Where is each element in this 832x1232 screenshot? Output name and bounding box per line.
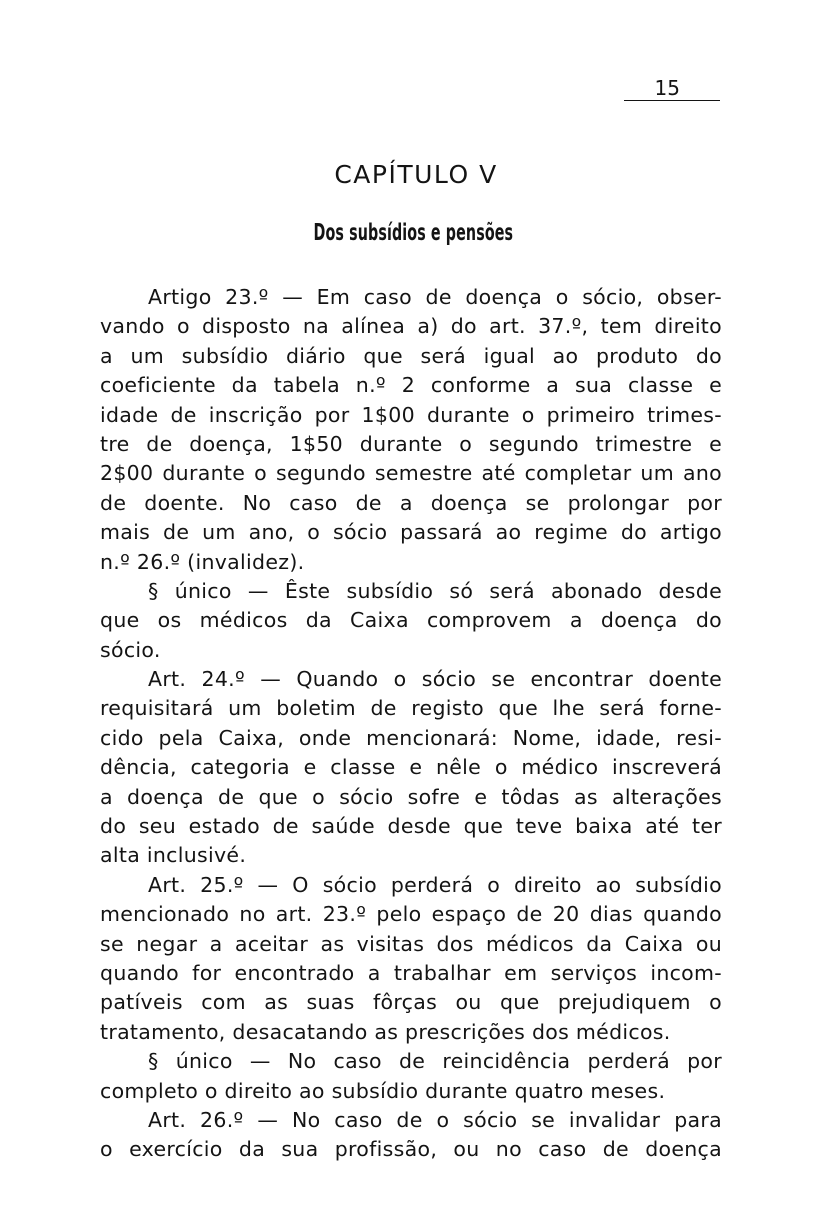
body-line: completo o direito ao subsídio durante quatro meses. [100, 1078, 666, 1103]
body-line: dência, categoria e classe e nêle o médico inscreverá [100, 755, 722, 780]
body-line: Art. 25.º — O sócio perderá o direito ao subsídio [148, 872, 722, 897]
chapter-title: CAPÍTULO V [334, 160, 498, 189]
body-line: n.º 26.º (invalidez). [100, 549, 305, 574]
body-line: se negar a aceitar as visitas dos médicos da Caixa ou [100, 931, 722, 956]
body-line: que os médicos da Caixa comprovem a doença do [100, 608, 722, 633]
body-line: vando o disposto na alínea a) do art. 37.º, tem direito [100, 314, 722, 339]
body-line: Artigo 23.º — Em caso de doença o sócio, obser- [148, 285, 722, 309]
body-text [100, 283, 722, 1165]
body-line: o exercício da sua profissão, ou no caso de doença [100, 1137, 722, 1162]
body-line: mais de um ano, o sócio passará ao regime do artigo [100, 520, 722, 545]
body-line: alta inclusivé. [100, 843, 247, 868]
body-line: patíveis com as suas fôrças ou que prejudiquem o [100, 990, 722, 1015]
body-line: de doente. No caso de a doença se prolongar por [100, 490, 722, 515]
body-line: a um subsídio diário que será igual ao produto do [100, 343, 722, 368]
body-line: § único — Êste subsídio só será abonado desde [148, 578, 722, 603]
body-line: tre de doença, 1$50 durante o segundo trimestre e [100, 431, 722, 456]
body-line: Art. 26.º — No caso de o sócio se invalidar para [148, 1107, 722, 1132]
body-line: idade de inscrição por 1$00 durante o primeiro trimes- [100, 402, 722, 427]
body-line: mencionado no art. 23.º pelo espaço de 20 dias quando [100, 902, 722, 927]
section-title: Dos subsídios e pensões [313, 220, 514, 246]
body-line: tratamento, desacatando as prescrições dos médicos. [100, 1019, 671, 1044]
body-line: requisitará um boletim de registo que lhe será forne- [100, 696, 722, 721]
body-line: do seu estado de saúde desde que teve baixa até ter [100, 814, 722, 839]
body-line: coeficiente da tabela n.º 2 conforme a sua classe e [100, 373, 722, 398]
body-line: cido pela Caixa, onde mencionará: Nome, idade, resi- [100, 725, 722, 750]
body-line: a doença de que o sócio sofre e tôdas as alterações [100, 784, 722, 809]
body-line: quando for encontrado a trabalhar em serviços incom- [100, 960, 722, 985]
body-line: sócio. [100, 637, 161, 662]
body-line: 2$00 durante o segundo semestre até completar um ano [100, 461, 722, 486]
page-number-rule [624, 100, 720, 101]
body-line: § único — No caso de reincidência perderá por [148, 1049, 722, 1074]
body-line: Art. 24.º — Quando o sócio se encontrar doente [148, 667, 722, 692]
page-number: 15 [654, 76, 680, 100]
